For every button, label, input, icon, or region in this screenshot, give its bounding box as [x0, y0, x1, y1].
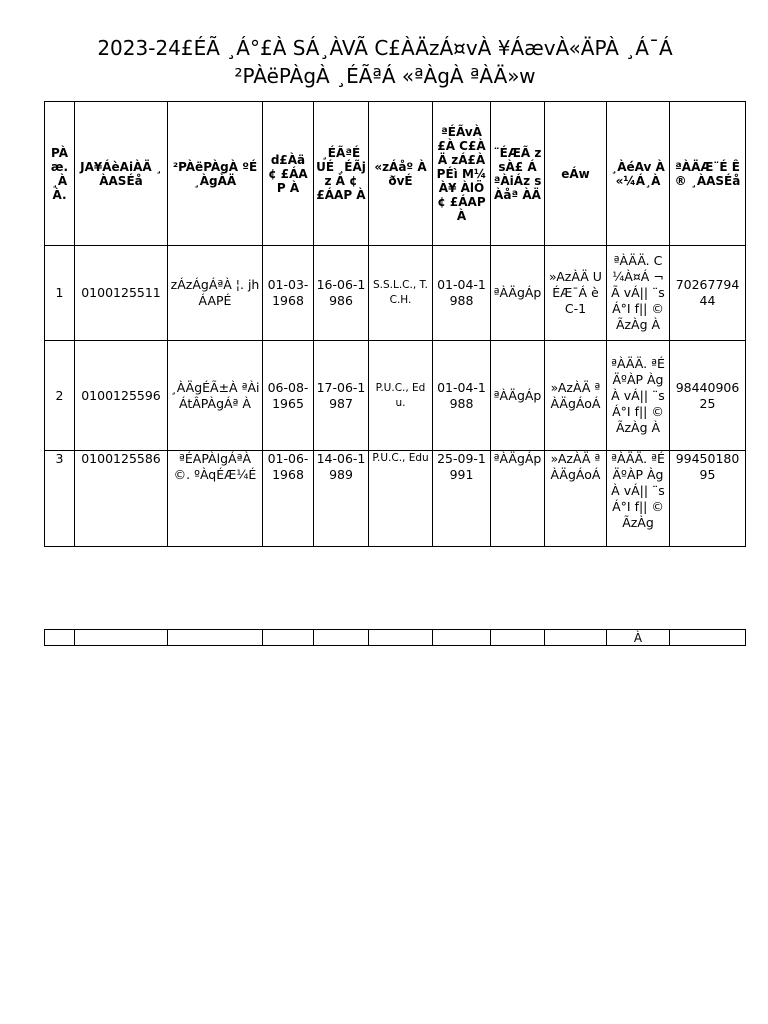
continuation-table — [44, 629, 746, 646]
cell-medium: ªÀÄgÁp — [491, 341, 545, 451]
cell-birth-date: 06-08-1965 — [263, 341, 314, 451]
header-employee-id: JA¥ÁèAiÀÄ ¸ÀASÉå — [75, 102, 168, 246]
cell-joining-date: 16-06-1986 — [314, 246, 369, 341]
cell-mobile: 7026779444 — [670, 246, 746, 341]
header-qualification: «zÁåº ÀðvÉ — [369, 102, 433, 246]
header-row — [45, 102, 746, 246]
cell-teacher-name: zÁzÁgÁªÀ ¦. jhÁAPÉ — [168, 246, 263, 341]
cell-grant-date: 01-04-1988 — [433, 246, 491, 341]
cell-qualification: P.U.C., Edu. — [369, 341, 433, 451]
header-address: ¸ÀéAv À «¼Á¸À — [607, 102, 670, 246]
header-joining-date: ¸ÉÃªÉ UÉ ¸ÉÃjz À ¢ £ÁAP À — [314, 102, 369, 246]
cell-caste: »AzÀÄ UÉÆ¯Á è C-1 — [545, 246, 607, 341]
title-line-2: ²PÀëPÀgÀ ¸ÉÃªÁ «ªÀgÀ ªÀÄ»w — [234, 64, 536, 88]
header-caste: eÁw — [545, 102, 607, 246]
cell-employee-id — [75, 630, 168, 646]
cell-caste — [545, 630, 607, 646]
cell-address: ªÀÄÄ. C¼À¤Á ¬Ã vÁ|| ¨sÁ°I f|| ©ÃzÀg À — [607, 246, 670, 341]
cell-serial-no: 2 — [45, 341, 75, 451]
cell-joining-date: 14-06-1989 — [314, 451, 369, 547]
header-serial-no: PÀ æ. ¸À À. — [45, 102, 75, 246]
cell-teacher-name: ¸ÀÄgÉÃ±À ªÀiÁtÂPÀgÁª À — [168, 341, 263, 451]
cell-employee-id: 0100125511 — [75, 246, 168, 341]
cell-serial-no — [45, 630, 75, 646]
cell-medium — [491, 630, 545, 646]
cell-grant-date: 25-09-1991 — [433, 451, 491, 547]
cell-birth-date: 01-03-1968 — [263, 246, 314, 341]
cell-teacher-name — [168, 630, 263, 646]
cell-serial-no: 3 — [45, 451, 75, 547]
page-title — [40, 34, 730, 90]
cell-employee-id: 0100125586 — [75, 451, 168, 547]
cell-address: ªÀÄÄ. ªÉÄºÀP ÀgÀ vÁ|| ¨sÁ°I f|| ©ÃzÀg — [607, 451, 670, 547]
cell-caste: »AzÀÄ ªÀÄgÁoÁ — [545, 341, 607, 451]
title-line-1: 2023-24£ÉÃ ¸Á°£À SÁ¸ÀVÃ C£ÀÄzÁ¤vÀ ¥ÁævÀ«ÄPÀ ¸Á¯Á — [97, 36, 673, 60]
table-row — [45, 341, 746, 451]
cell-qualification — [369, 630, 433, 646]
cell-grant-date: 01-04-1988 — [433, 341, 491, 451]
cell-qualification: S.S.L.C., T.C.H. — [369, 246, 433, 341]
table-row — [45, 451, 746, 547]
cell-serial-no: 1 — [45, 246, 75, 341]
header-mobile: ªÀÄÆ¨É Ê® ¸ÀASÉå — [670, 102, 746, 246]
cell-medium: ªÀÄgÁp — [491, 246, 545, 341]
cell-qualification: P.U.C., Edu — [369, 451, 433, 547]
cell-medium: ªÀÄgÁp — [491, 451, 545, 547]
cell-mobile: 9945018095 — [670, 451, 746, 547]
header-medium: ¨ÉÆÃ zsÀ£ Á ªÀiÁz sÀåª ÀÄ — [491, 102, 545, 246]
cell-address: À — [607, 630, 670, 646]
header-grant-date: ªÉÃvÀ £À C£ÀÄ zÁ£À PÉì M¼À¥ ÀlÖ ¢ £ÁAP À — [433, 102, 491, 246]
cell-caste: »AzÀÄ ªÀÄgÁoÁ — [545, 451, 607, 547]
cell-grant-date — [433, 630, 491, 646]
header-birth-date: d£Àä ¢ £ÁAP À — [263, 102, 314, 246]
table-row — [45, 246, 746, 341]
table-row — [45, 630, 746, 646]
cell-joining-date — [314, 630, 369, 646]
cell-birth-date: 01-06-1968 — [263, 451, 314, 547]
cell-mobile: 9844090625 — [670, 341, 746, 451]
cell-joining-date: 17-06-1987 — [314, 341, 369, 451]
cell-teacher-name: ªÉAPÀlgÁªÀ ©. ºÀqÉÆ¼É — [168, 451, 263, 547]
cell-employee-id: 0100125596 — [75, 341, 168, 451]
cell-address: ªÀÄÄ. ªÉÄºÀP ÀgÀ vÁ|| ¨sÁ°I f|| ©ÃzÀg À — [607, 341, 670, 451]
header-teacher-name: ²PÀëPÀgÀ ºÉ¸ÀgÀÄ — [168, 102, 263, 246]
teacher-table — [44, 101, 746, 547]
cell-mobile — [670, 630, 746, 646]
cell-birth-date — [263, 630, 314, 646]
